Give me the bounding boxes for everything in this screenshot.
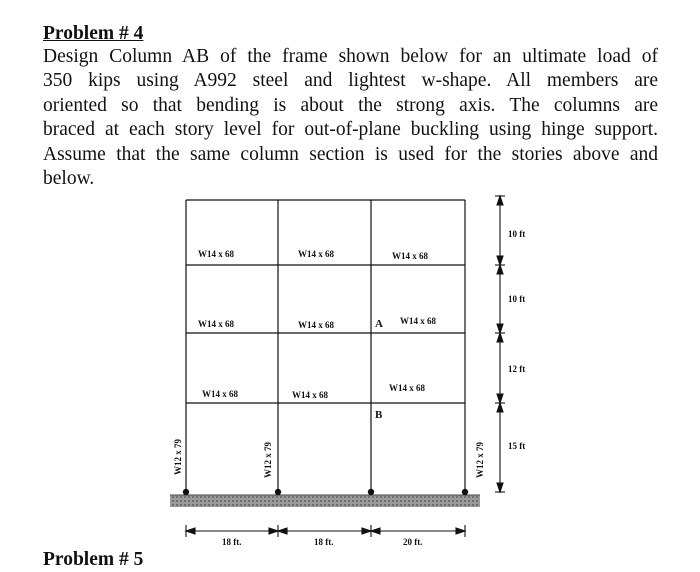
beam-label: W14 x 68	[389, 383, 425, 393]
beam-label: W14 x 68	[298, 249, 334, 259]
bay-width-label: 18 ft.	[314, 537, 334, 547]
story-height-label: 12 ft	[508, 364, 526, 374]
support-hinge	[275, 489, 281, 495]
bay-width-label: 18 ft.	[222, 537, 242, 547]
beam-label: W14 x 68	[202, 389, 238, 399]
ground-hatch	[170, 495, 480, 507]
story-height-label: 10 ft	[508, 229, 526, 239]
problem-text-line: Design Column AB of the frame shown below for an ultimate load of	[43, 46, 658, 67]
bay-width-label: 20 ft.	[403, 537, 423, 547]
beam-label: W14 x 68	[198, 249, 234, 259]
beam-label: W14 x 68	[292, 390, 328, 400]
beam-label: W14 x 68	[298, 320, 334, 330]
beam-label: W14 x 68	[198, 319, 234, 329]
problem-text-line: below.	[43, 167, 95, 189]
beam-label: W14 x 68	[392, 251, 428, 261]
column-label: W12 x 79	[475, 442, 485, 478]
beam-label: W14 x 68	[400, 316, 436, 326]
column-label: W12 x 79	[173, 439, 183, 475]
problem-text-line: 350 kips using A992 steel and lightest w-shape. All members are	[43, 70, 658, 92]
story-height-label: 15 ft	[508, 441, 526, 451]
support-hinge	[462, 489, 468, 495]
support-hinge	[368, 489, 374, 495]
node-b-label: B	[375, 409, 383, 421]
bay-width-dimensions	[186, 525, 465, 537]
problem-text-line: braced at each story level for out-of-plane buckling using hinge support.	[43, 119, 658, 141]
problem-text-line: Assume that the same column section is used for the stories above and	[43, 143, 658, 165]
problem-text-line: oriented so that bending is about the strong axis. The columns are	[43, 94, 658, 116]
story-height-label: 10 ft	[508, 294, 526, 304]
next-problem-title: Problem # 5	[43, 549, 144, 570]
story-height-dimensions	[495, 196, 505, 492]
problem-title: Problem # 4	[43, 23, 144, 44]
support-hinge	[183, 489, 189, 495]
node-a-label: A	[375, 318, 383, 330]
column-label: W12 x 79	[263, 442, 273, 478]
